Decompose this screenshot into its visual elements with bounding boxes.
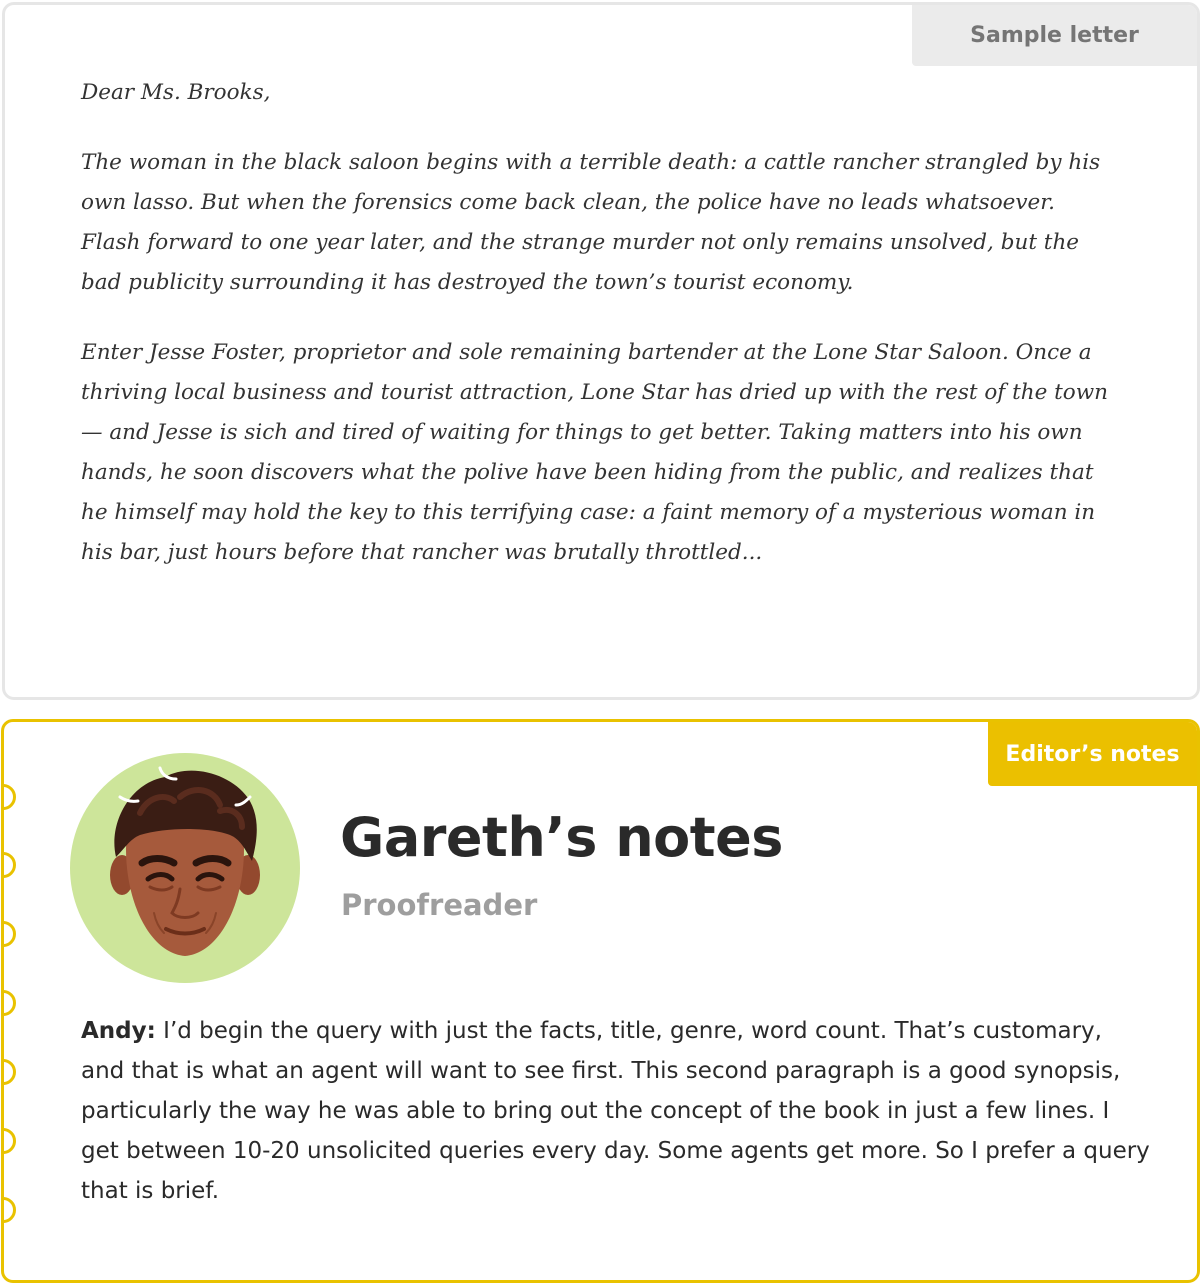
- letter-salutation: Dear Ms. Brooks,: [81, 80, 271, 105]
- sample-letter-card: [2, 2, 1200, 700]
- notes-title: Gareth’s notes: [340, 806, 783, 869]
- letter-body: [81, 73, 1121, 603]
- editors-notes-card: [1, 719, 1200, 1283]
- binder-ring-icon: [1, 852, 16, 878]
- notes-role: Proofreader: [341, 888, 538, 922]
- binder-ring-icon: [1, 784, 16, 810]
- comment-text: I’d begin the query with just the facts, title, genre, word count. That’s customary, and that is what an agent will want to see first. This second paragraph is a good synopsis, particularly the way he was able to bring out the concept of the book in just a few lines. I get between 10-20 unsolicited queries every day. Some agents get more. So I prefer a query that is brief.: [81, 1018, 1150, 1204]
- binder-ring-icon: [1, 1128, 16, 1154]
- avatar-illustration: [70, 753, 300, 983]
- sample-letter-tab: Sample letter: [912, 5, 1197, 66]
- binder-ring-icon: [1, 1059, 16, 1085]
- binder-ring-icon: [1, 1197, 16, 1223]
- speaker-name: Andy:: [81, 1018, 156, 1044]
- notes-comment: [81, 1011, 1151, 1211]
- letter-paragraph: The woman in the black saloon begins with a terrible death: a cattle rancher strangled by his own lasso. But when the forensics come back clean, the police have no leads whatsoever. Flash forward to one year later, and the strange murder not only remains unsolved, but the bad publicity surrounding it has destroyed the town’s tourist economy.: [81, 150, 1101, 295]
- editors-notes-tab: Editor’s notes: [988, 722, 1197, 786]
- binder-ring-icon: [1, 921, 16, 947]
- person-avatar-icon: [70, 753, 300, 983]
- letter-paragraph: Enter Jesse Foster, proprietor and sole remaining bartender at the Lone Star Saloon. Once a thriving local business and tourist attraction, Lone Star has dried up with the rest of the town — and Jesse is sich and tired of waiting for things to get better. Taking matters into his own hands, he soon discovers what the polive have been hiding from the public, and realizes that he himself may hold the key to this terrifying case: a faint memory of a mysterious woman in his bar, just hours before that rancher was brutally throttled...: [81, 340, 1108, 565]
- binder-ring-icon: [1, 990, 16, 1016]
